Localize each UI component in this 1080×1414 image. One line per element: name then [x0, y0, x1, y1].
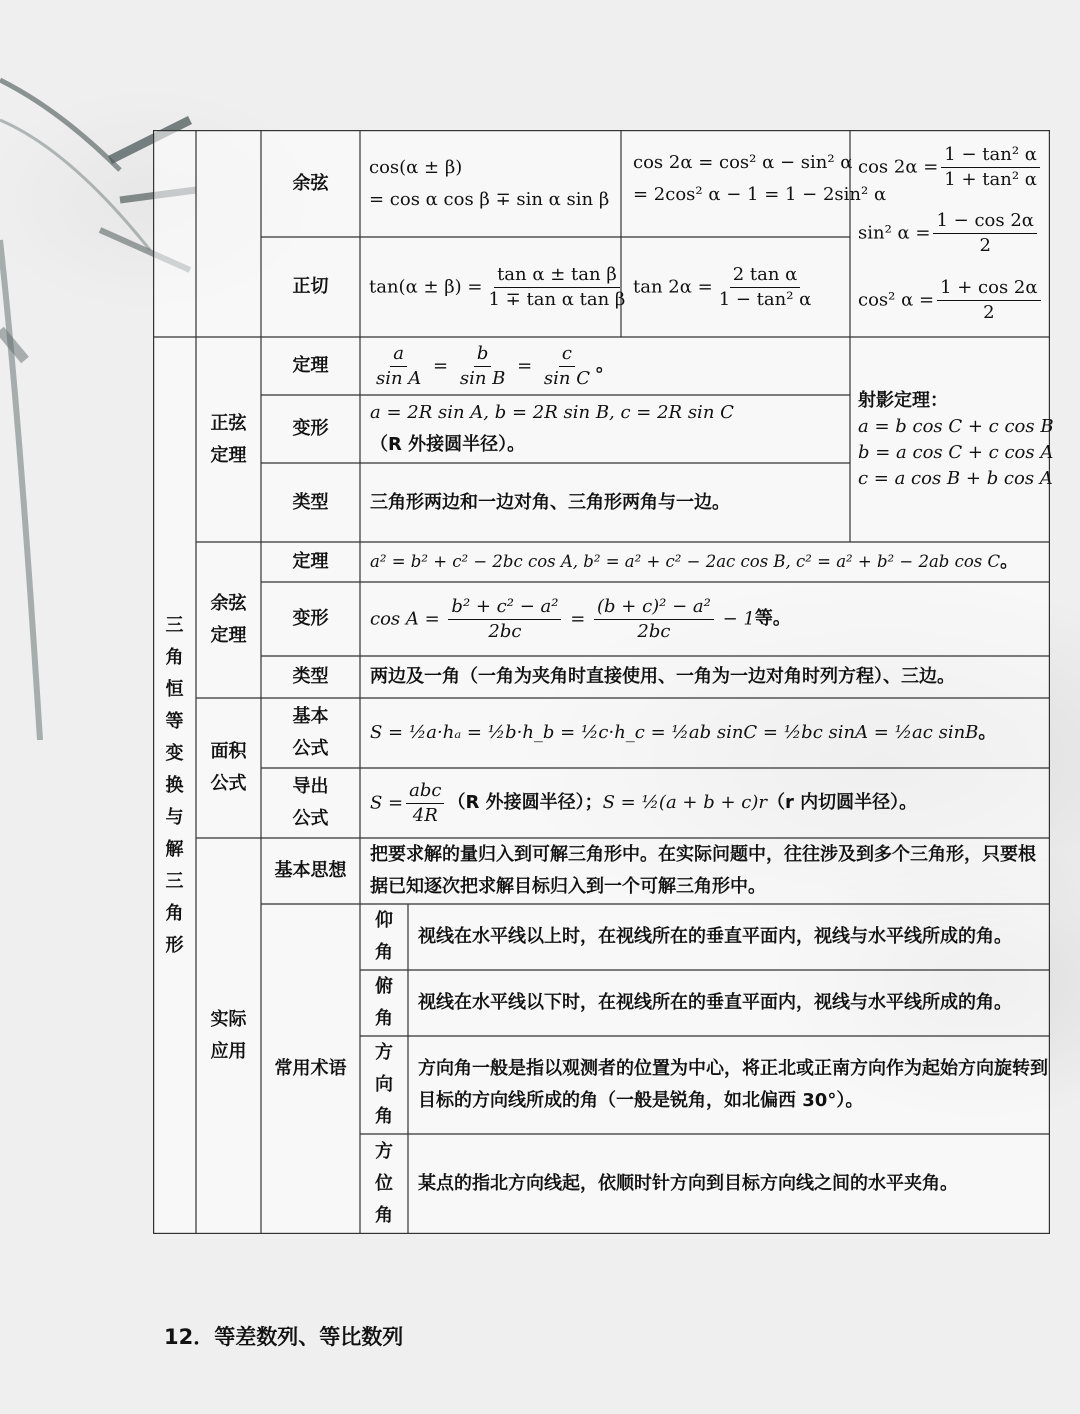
term-name: 方位角 [375, 1141, 393, 1226]
cosines-variant-formula: cos A = $\frac{\text{b² + c² − a²}}{2bc}$ = $\frac{\text{(b + c)² − a²}}{2bc}$ − 1 等。 [370, 595, 791, 642]
tan-row-label: 正切 [292, 276, 329, 297]
cos-addition-formula: cos(α ± β) = cos α cos β ∓ sin α sin β [369, 157, 610, 210]
term-name: 仰角 [375, 910, 393, 963]
cos-double-angle-formula: cos 2α = cos² α − sin² α = 2cos² α − 1 = 1 − 2sin² α [633, 152, 887, 205]
tan-addition-formula: tan(α ± β) = $\frac{\text{tan α ± tan β}}{\text{1 ∓ tan α tan β}}$ [369, 263, 626, 310]
term-definition: 视线在水平线以下时，在视线所在的垂直平面内，视线与水平线所成的角。 [418, 992, 1012, 1013]
cosines-variant-label: 变形 [292, 608, 329, 629]
law-of-sines-label: 正弦定理 [210, 412, 247, 466]
area-basic-label: 基本公式 [292, 706, 329, 759]
cosines-type-text: 两边及一角（一角为夹角时直接使用、一角为一边对角时列方程）、三边。 [370, 666, 955, 687]
sines-theorem-formula: $\frac{a}{\text{sin A}}$ = $\frac{b}{\text{sin B}}$ = $\frac{c}{\text{sin C}}$ 。 [376, 342, 615, 389]
term-definition: 视线在水平线以上时，在视线所在的垂直平面内，视线与水平线所成的角。 [418, 926, 1012, 947]
cosines-type-label: 类型 [292, 666, 329, 687]
reduction-formula-2: sin² α = $\frac{1 - \cos 2\alpha}{2}$ [858, 209, 1040, 258]
sines-variant-label: 变形 [292, 418, 329, 439]
reduction-formulas [858, 134, 1048, 334]
application-label: 实际应用 [210, 1009, 247, 1062]
area-derived-label: 导出公式 [292, 776, 329, 829]
term-name: 方向角 [375, 1042, 393, 1127]
projection-theorem: 射影定理： a = b cos C + c cos B b = a cos C + c cos A c = a cos B + b cos A [858, 390, 1054, 489]
terms-label: 常用术语 [274, 1058, 347, 1079]
sines-theorem-label: 定理 [292, 355, 329, 376]
area-basic-formula: S = ½a·hₐ = ½b·h_b = ½c·h_c = ½ab sinC = ½bc sinA = ½ac sinB 。 [370, 722, 997, 743]
cosines-theorem-label: 定理 [292, 551, 329, 572]
idea-label: 基本思想 [274, 860, 347, 881]
idea-text: 把要求解的量归入到可解三角形中。在实际问题中，往往涉及到多个三角形，只要根据已知逐次把求解目标归入到一个可解三角形中。 [370, 844, 1036, 897]
sines-type-text: 三角形两边和一边对角、三角形两角与一边。 [370, 491, 730, 513]
term-definition: 某点的指北方向线起，依顺时针方向到目标方向线之间的水平夹角。 [418, 1173, 958, 1194]
reduction-formula-1: cos 2α = $\frac{\text{1 − tan² α}}{\text{1 + tan² α}}$ [858, 143, 1043, 192]
tan-double-angle-formula: tan 2α = $\frac{\text{2 tan α}}{\text{1 − tan² α}}$ [633, 263, 812, 310]
section-title: 三角恒等变换与解三角形 [165, 614, 184, 956]
term-name: 俯角 [375, 976, 393, 1029]
reduction-formula-3: cos² α = $\frac{1 + \cos 2\alpha}{2}$ [858, 276, 1044, 325]
sines-variant-formula: a = 2R sin A, b = 2R sin B, c = 2R sin C （R 外接圆半径）。 [370, 402, 734, 455]
term-definition: 方向角一般是指以观测者的位置为中心，将正北或正南方向作为起始方向旋转到目标的方向线所成的角（一般是锐角，如北偏西 30°）。 [418, 1058, 1048, 1111]
area-formula-label: 面积公式 [210, 741, 247, 794]
sines-type-label: 类型 [292, 491, 329, 513]
cosines-theorem-formula: a² = b² + c² − 2bc cos A, b² = a² + c² − 2ac cos B, c² = a² + b² − 2ab cos C 。 [370, 551, 1019, 572]
law-of-cosines-label: 余弦定理 [210, 593, 247, 646]
formula-table [153, 130, 1054, 1234]
next-section-heading: 12．等差数列、等比数列 [164, 1325, 404, 1349]
cos-row-label: 余弦 [292, 172, 329, 194]
area-derived-formula: S = $\frac{\text{abc}}{4R}$ （R 外接圆半径）； S = ½(a + b + c)r （r 内切圆半径）。 [370, 779, 918, 826]
